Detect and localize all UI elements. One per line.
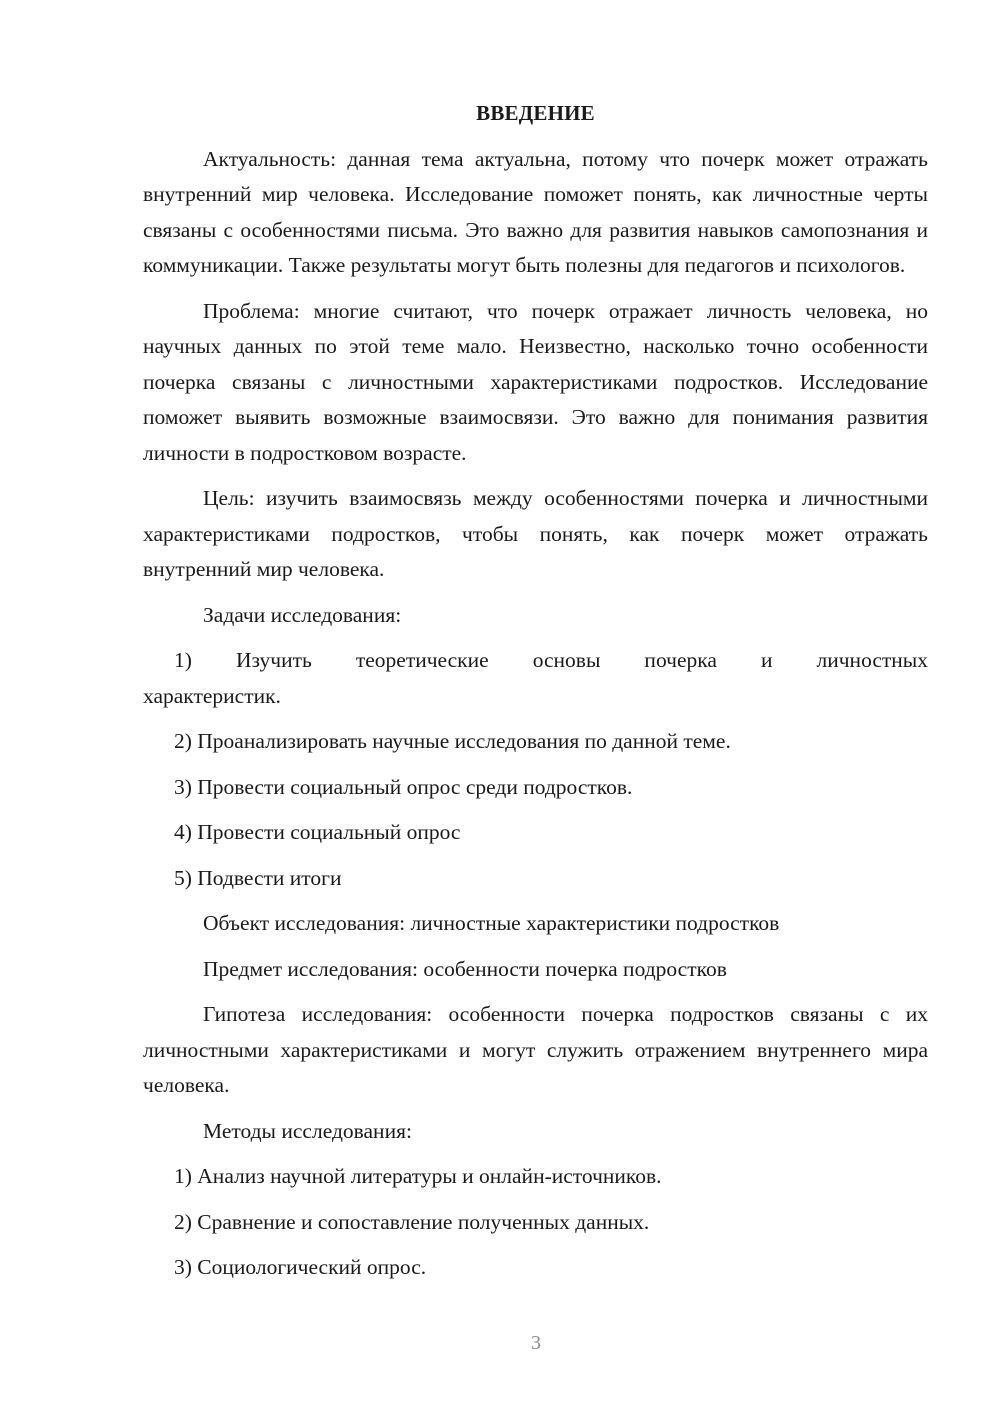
task-item-1: 1) Изучить теоретические основы почерка и личностных характеристик. [143, 648, 928, 708]
task-item-4: 4) Провести социальный опрос [174, 820, 461, 844]
method-item-3: 3) Социологический опрос. [174, 1255, 427, 1279]
relevance-paragraph: Актуальность: данная тема актуальна, потому что почерк может отражать внутренний мир человека. Исследование поможет понять, как личностные черты связаны с особенностями письма. Это важно для развития навыков самопознания и коммуникации. Также результаты могут быть полезны для педагогов и психологов. [143, 146, 928, 277]
method-item-1: 1) Анализ научной литературы и онлайн-источников. [174, 1164, 662, 1188]
problem-paragraph: Проблема: многие считают, что почерк отражает личность человека, но научных данных по этой теме мало. Неизвестно, насколько точно особенности почерка связаны с личностными характеристиками подростков. Исследование поможет выявить возможные взаимосвязи. Это важно для понимания развития личности в подростковом возрасте. [143, 298, 928, 465]
page-number: 3 [531, 1332, 541, 1354]
task-item-3: 3) Провести социальный опрос среди подростков. [174, 774, 633, 799]
task-item-2: 2) Проанализировать научные исследования по данной теме. [174, 729, 731, 753]
section-title: ВВЕДЕНИЕ [476, 101, 595, 125]
task-item-5: 5) Подвести итоги [174, 865, 342, 890]
subject-paragraph: Предмет исследования: особенности почерка подростков [203, 956, 727, 981]
tasks-heading: Задачи исследования: [203, 602, 402, 627]
document-page [143, 96, 928, 1296]
hypothesis-paragraph: Гипотеза исследования: особенности почерка подростков связаны с их личностными характеристиками и могут служить отражением внутреннего мира человека. [143, 1002, 928, 1097]
object-paragraph: Объект исследования: личностные характеристики подростков [203, 911, 780, 935]
method-item-2: 2) Сравнение и сопоставление полученных данных. [174, 1209, 650, 1234]
methods-heading: Методы исследования: [203, 1118, 412, 1143]
goal-paragraph: Цель: изучить взаимосвязь между особенностями почерка и личностными характеристиками подростков, чтобы понять, как почерк может отражать внутренний мир человека. [143, 486, 928, 581]
